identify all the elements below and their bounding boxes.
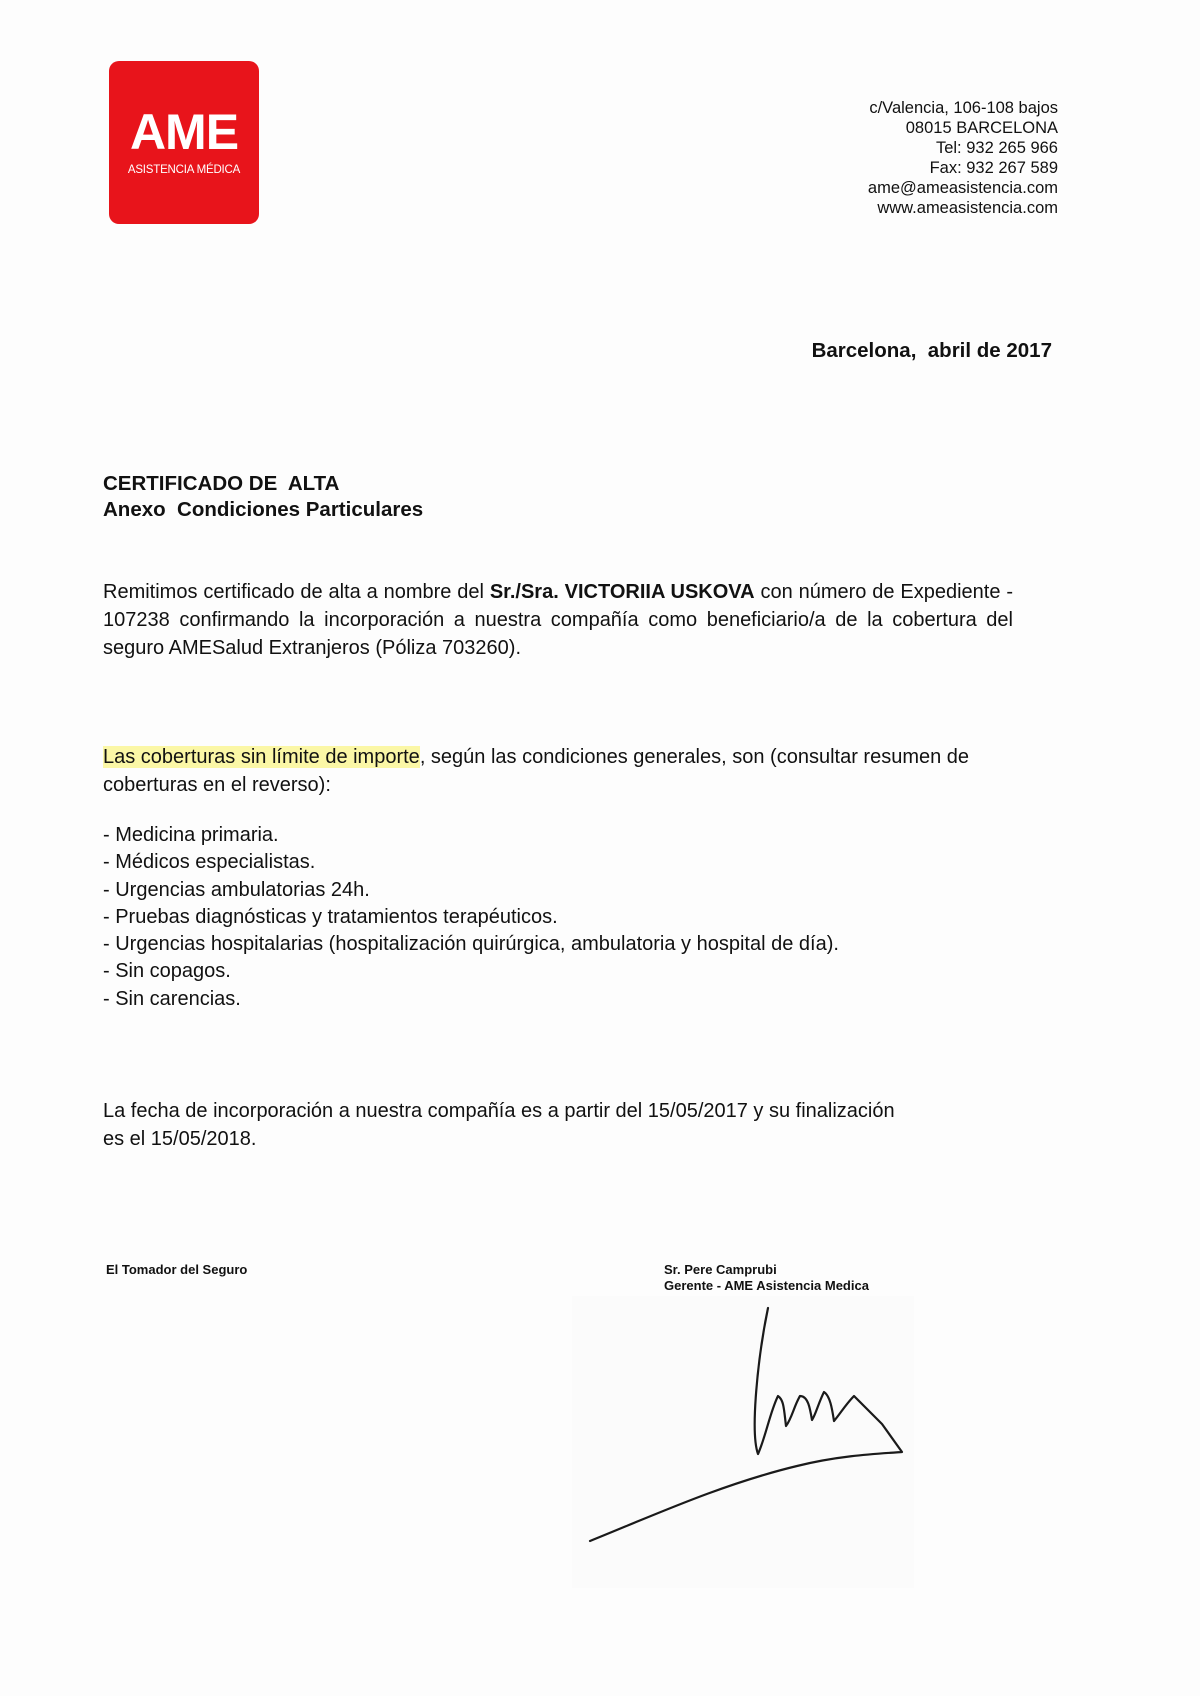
coverage-intro-rest: , según las condiciones generales, son (consultar resumen de coberturas en el reverso): <box>103 746 970 796</box>
dates-line-1: La fecha de incorporación a nuestra compañía es a partir del 15/05/2017 y su finalización <box>103 1100 895 1122</box>
coverage-item: - Urgencias ambulatorias 24h. <box>103 878 370 901</box>
coverage-item: - Urgencias hospitalarias (hospitalización quirúrgica, ambulatoria y hospital de día). <box>103 933 839 956</box>
insured-name: Sr./Sra. VICTORIIA USKOVA <box>489 581 755 603</box>
highlighted-text: Las coberturas sin límite de importe <box>103 746 420 768</box>
handwritten-signature <box>572 1296 914 1588</box>
address-street: c/Valencia, 106-108 bajos <box>869 99 1058 117</box>
document-subtitle: Anexo Condiciones Particulares <box>103 498 424 521</box>
intro-text-before: Remitimos certificado de alta a nombre del <box>103 581 490 603</box>
coverage-list <box>103 822 839 1013</box>
address-tel: Tel: 932 265 966 <box>935 139 1058 157</box>
address-web: www.ameasistencia.com <box>877 199 1058 217</box>
intro-text-after: con número de Expediente - 107238 confirmando la incorporación a nuestra compañía como beneficiario/a de la cobertura del seguro AMESalud Extranjeros (Póliza 703260). <box>103 581 1014 659</box>
coverage-intro-paragraph <box>103 743 1033 799</box>
document-heading <box>103 471 423 523</box>
address-email: ame@ameasistencia.com <box>867 179 1058 197</box>
dates-line-2: es el 15/05/2018. <box>103 1128 257 1150</box>
coverage-item: - Sin carencias. <box>103 987 241 1010</box>
place-and-date: Barcelona, abril de 2017 <box>811 339 1052 362</box>
logo-wordmark: AME <box>129 104 239 160</box>
coverage-item: - Médicos especialistas. <box>103 851 316 874</box>
coverage-item: - Sin copagos. <box>103 960 231 983</box>
policyholder-signature-label: El Tomador del Seguro <box>106 1262 248 1277</box>
coverage-item: - Pruebas diagnósticas y tratamientos terapéuticos. <box>103 905 558 928</box>
address-city: 08015 BARCELONA <box>905 119 1058 137</box>
manager-name: Sr. Pere Camprubi <box>664 1262 777 1277</box>
manager-role: Gerente - AME Asistencia Medica <box>664 1277 869 1293</box>
manager-signature-block <box>664 1262 869 1293</box>
ame-logo <box>109 61 259 224</box>
intro-paragraph <box>103 578 1013 662</box>
logo-subtitle: ASISTENCIA MÉDICA <box>127 164 241 176</box>
address-fax: Fax: 932 267 589 <box>929 159 1058 177</box>
company-address <box>868 98 1058 218</box>
dates-paragraph <box>103 1097 1013 1153</box>
document-title: CERTIFICADO DE ALTA <box>103 472 340 495</box>
signature-icon <box>572 1296 914 1588</box>
coverage-item: - Medicina primaria. <box>103 824 279 846</box>
